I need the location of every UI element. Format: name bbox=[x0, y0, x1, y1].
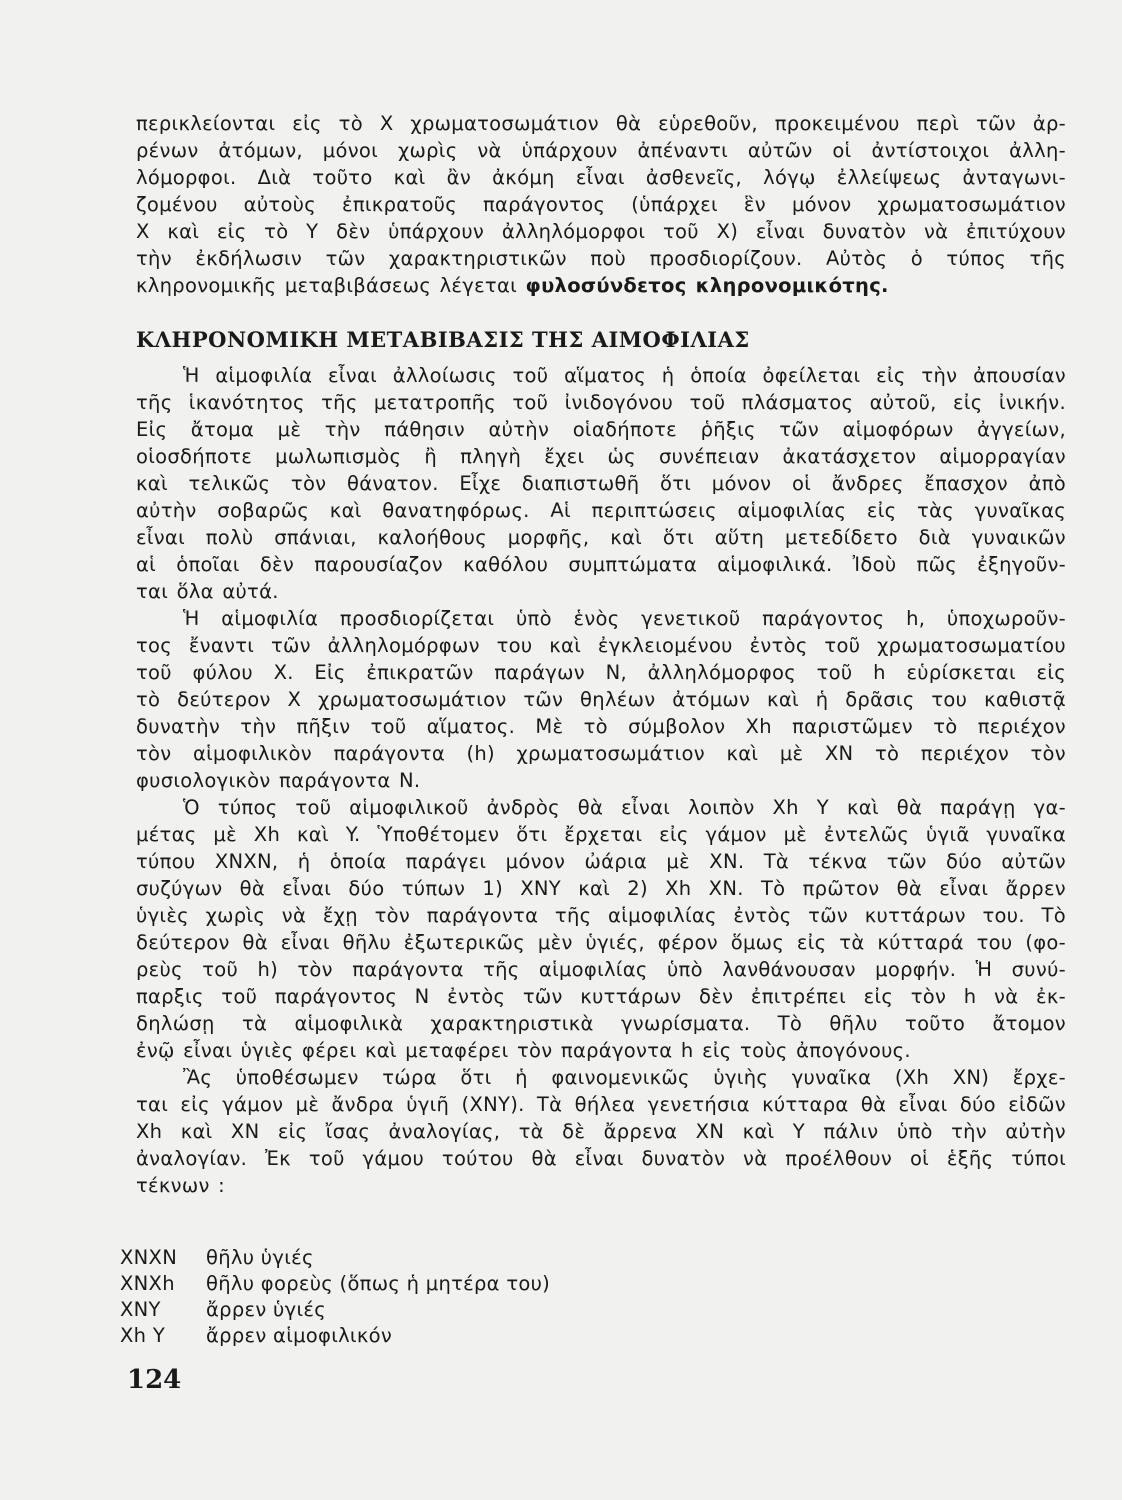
text-line: ται εἰς γάμον μὲ ἄνδρα ὑγιῆ (XNY). Τὰ θήλεα γενετήσια κύτταρα θὰ εἶναι δύο εἰδῶν bbox=[136, 1093, 1066, 1116]
text-line: Ὁ τύπος τοῦ αἱμοφιλικοῦ ἀνδρὸς θὰ εἶναι λοιπὸν Xh Y καὶ θὰ παράγῃ γα- bbox=[183, 796, 1066, 819]
text-line: Xh καὶ XN εἰς ἴσας ἀναλογίας, τὰ δὲ ἄρρενα XN καὶ Y πάλιν ὑπὸ τὴν αὐτὴν bbox=[136, 1120, 1066, 1143]
text-line: Ἂς ὑποθέσωμεν τώρα ὅτι ἡ φαινομενικῶς ὑγιὴς γυναῖκα (Xh XN) ἔρχε- bbox=[183, 1066, 1066, 1089]
text-line: εἶναι πολὺ σπάνιαι, καλοήθους μορφῆς, καὶ ὅτι αὕτη μετεδίδετο διὰ γυναικῶν bbox=[136, 526, 1066, 549]
text-line bbox=[136, 272, 1066, 299]
text-line: ἀναλογίαν. Ἐκ τοῦ γάμου τούτου θὰ εἶναι δυνατὸν νὰ προέλθουν οἱ ἑξῆς τύποι bbox=[136, 1147, 1066, 1170]
bold-term: φυλοσύνδετος κληρονομικότης. bbox=[525, 274, 889, 297]
text-line: τύπου XNXN, ἡ ὁποία παράγει μόνον ὠάρια μὲ XN. Τὰ τέκνα τῶν δύο αὐτῶν bbox=[136, 850, 1066, 873]
genotype-description: θῆλυ φορεὺς (ὅπως ἡ μητέρα του) bbox=[206, 1272, 551, 1295]
text-line: Ἡ αἱμοφιλία προσδιορίζεται ὑπὸ ἑνὸς γενετικοῦ παράγοντος h, ὑποχωροῦν- bbox=[183, 607, 1066, 630]
text-line: τὸ δεύτερον X χρωματοσωμάτιον τῶν θηλέων ἀτόμων καὶ ἡ δρᾶσις του καθιστᾷ bbox=[136, 688, 1066, 711]
genotype-code: Xh Y bbox=[120, 1324, 166, 1347]
text-line: οἱοσδήποτε μωλωπισμὸς ἢ πληγὴ ἔχει ὡς συνέπειαν ἀκατάσχετον αἱμορραγίαν bbox=[136, 445, 1066, 468]
genotype-description: ἄρρεν αἱμοφιλικόν bbox=[206, 1324, 393, 1347]
text-line: μέτας μὲ Xh καὶ Y. Ὑποθέτομεν ὅτι ἔρχεται εἰς γάμον μὲ ἐντελῶς ὑγιᾶ γυναῖκα bbox=[136, 823, 1066, 846]
text-line: Εἰς ἄτομα μὲ τὴν πάθησιν αὐτὴν οἱαδήποτε ῥῆξις τῶν αἱμοφόρων ἀγγείων, bbox=[136, 418, 1066, 441]
text-run: κληρονομικῆς μεταβιβάσεως λέγεται bbox=[136, 274, 526, 297]
text-line: αἱ ὁποῖαι δὲν παρουσίαζον καθόλου συμπτώματα αἱμοφιλικά. Ἰδοὺ πῶς ἐξηγοῦν- bbox=[136, 553, 1066, 576]
page-number: 124 bbox=[127, 1365, 182, 1395]
list-item bbox=[120, 1271, 550, 1297]
text-line: παρξις τοῦ παράγοντος N ἐντὸς τῶν κυττάρων δὲν ἐπιτρέπει εἰς τὸν h νὰ ἐκ- bbox=[136, 985, 1066, 1008]
section-heading: ΚΛΗΡΟΝΟΜΙΚΗ ΜΕΤΑΒΙΒΑΣΙΣ ΤΗΣ ΑΙΜΟΦΙΛΙΑΣ bbox=[136, 327, 750, 352]
section-body bbox=[136, 362, 1066, 1199]
text-line: ζομένου αὐτοὺς ἐπικρατοῦς παράγοντος (ὑπάρχει ἓν μόνον χρωματοσωμάτιον bbox=[136, 193, 1066, 216]
text-line: ται ὅλα αὐτά. bbox=[136, 580, 279, 603]
text-line: ρεὺς τοῦ h) τὸν παράγοντα τῆς αἱμοφιλίας ὑπὸ λανθάνουσαν μορφήν. Ἡ συνύ- bbox=[136, 958, 1066, 981]
paragraph-continued bbox=[136, 110, 1066, 299]
text-line: τὴν ἐκδήλωσιν τῶν χαρακτηριστικῶν ποὺ προσδιορίζουν. Αὐτὸς ὁ τύπος τῆς bbox=[136, 247, 1066, 270]
genotype-list bbox=[120, 1245, 550, 1349]
text-line: δυνατὴν τὴν πῆξιν τοῦ αἵματος. Μὲ τὸ σύμβολον Xh παριστῶμεν τὸ περιέχον bbox=[136, 715, 1066, 738]
text-line: τὸν αἱμοφιλικὸν παράγοντα (h) χρωματοσωμάτιον καὶ μὲ XN τὸ περιέχον τὸν bbox=[136, 742, 1066, 765]
text-line: τος ἔναντι τῶν ἀλληλομόρφων του καὶ ἐγκλειομένου ἐντὸς τοῦ χρωματοσωματίου bbox=[136, 634, 1066, 657]
text-line: Ἡ αἱμοφιλία εἶναι ἀλλοίωσις τοῦ αἵματος ἡ ὁποία ὀφείλεται εἰς τὴν ἀπουσίαν bbox=[183, 364, 1066, 387]
text-line: ἐνῷ εἶναι ὑγιὲς φέρει καὶ μεταφέρει τὸν παράγοντα h εἰς τοὺς ἀπογόνους. bbox=[136, 1039, 911, 1062]
genotype-code: XNY bbox=[120, 1298, 161, 1321]
text-line: περικλείονται εἰς τὸ X χρωματοσωμάτιον θὰ εὑρεθοῦν, προκειμένου περὶ τῶν ἀρ- bbox=[136, 112, 1066, 135]
text-line: τοῦ φύλου X. Εἰς ἐπικρατῶν παράγων N, ἀλληλόμορφος τοῦ h εὑρίσκεται εἰς bbox=[136, 661, 1066, 684]
text-line: δεύτερον θὰ εἶναι θῆλυ ἐξωτερικῶς μὲν ὑγιές, φέρον ὅμως εἰς τὰ κύτταρά του (φο- bbox=[136, 931, 1066, 954]
list-item bbox=[120, 1245, 550, 1271]
text-line: συζύγων θὰ εἶναι δύο τύπων 1) XNY καὶ 2) Xh XN. Τὸ πρῶτον θὰ εἶναι ἄρρεν bbox=[136, 877, 1066, 900]
text-line: δηλώσῃ τὰ αἱμοφιλικὰ χαρακτηριστικὰ γνωρίσματα. Τὸ θῆλυ τοῦτο ἄτομον bbox=[136, 1012, 1066, 1035]
genotype-code: XNXN bbox=[120, 1246, 178, 1269]
list-item bbox=[120, 1323, 550, 1349]
text-line: αὐτὴν σοβαρῶς καὶ θανατηφόρως. Αἱ περιπτώσεις αἱμοφιλίας εἰς τὰς γυναῖκας bbox=[136, 499, 1066, 522]
text-line: ρένων ἀτόμων, μόνοι χωρὶς νὰ ὑπάρχουν ἀπέναντι αὐτῶν οἱ ἀντίστοιχοι ἀλλη- bbox=[136, 139, 1066, 162]
text-line: λόμορφοι. Διὰ τοῦτο καὶ ἂν ἀκόμη εἶναι ἀσθενεῖς, λόγῳ ἐλλείψεως ἀνταγωνι- bbox=[136, 166, 1066, 189]
text-line: τέκνων : bbox=[136, 1174, 226, 1197]
text-line: ὑγιὲς χωρὶς νὰ ἔχῃ τὸν παράγοντα τῆς αἱμοφιλίας ἐντὸς τῶν κυττάρων του. Τὸ bbox=[136, 904, 1066, 927]
text-line: φυσιολογικὸν παράγοντα N. bbox=[136, 769, 421, 792]
list-item bbox=[120, 1297, 550, 1323]
genotype-code: XNXh bbox=[120, 1272, 175, 1295]
text-line: καὶ τελικῶς τὸν θάνατον. Εἶχε διαπιστωθῆ ὅτι μόνον οἱ ἄνδρες ἔπασχον ἀπὸ bbox=[136, 472, 1066, 495]
text-line: τῆς ἱκανότητος τῆς μετατροπῆς τοῦ ἰνιδογόνου τοῦ πλάσματος αὐτοῦ, εἰς ἰνικήν. bbox=[136, 391, 1066, 414]
genotype-description: ἄρρεν ὑγιές bbox=[206, 1298, 326, 1321]
genotype-description: θῆλυ ὑγιές bbox=[206, 1246, 314, 1269]
text-line: X καὶ εἰς τὸ Y δὲν ὑπάρχουν ἀλληλόμορφοι τοῦ X) εἶναι δυνατὸν νὰ ἐπιτύχουν bbox=[136, 220, 1066, 243]
